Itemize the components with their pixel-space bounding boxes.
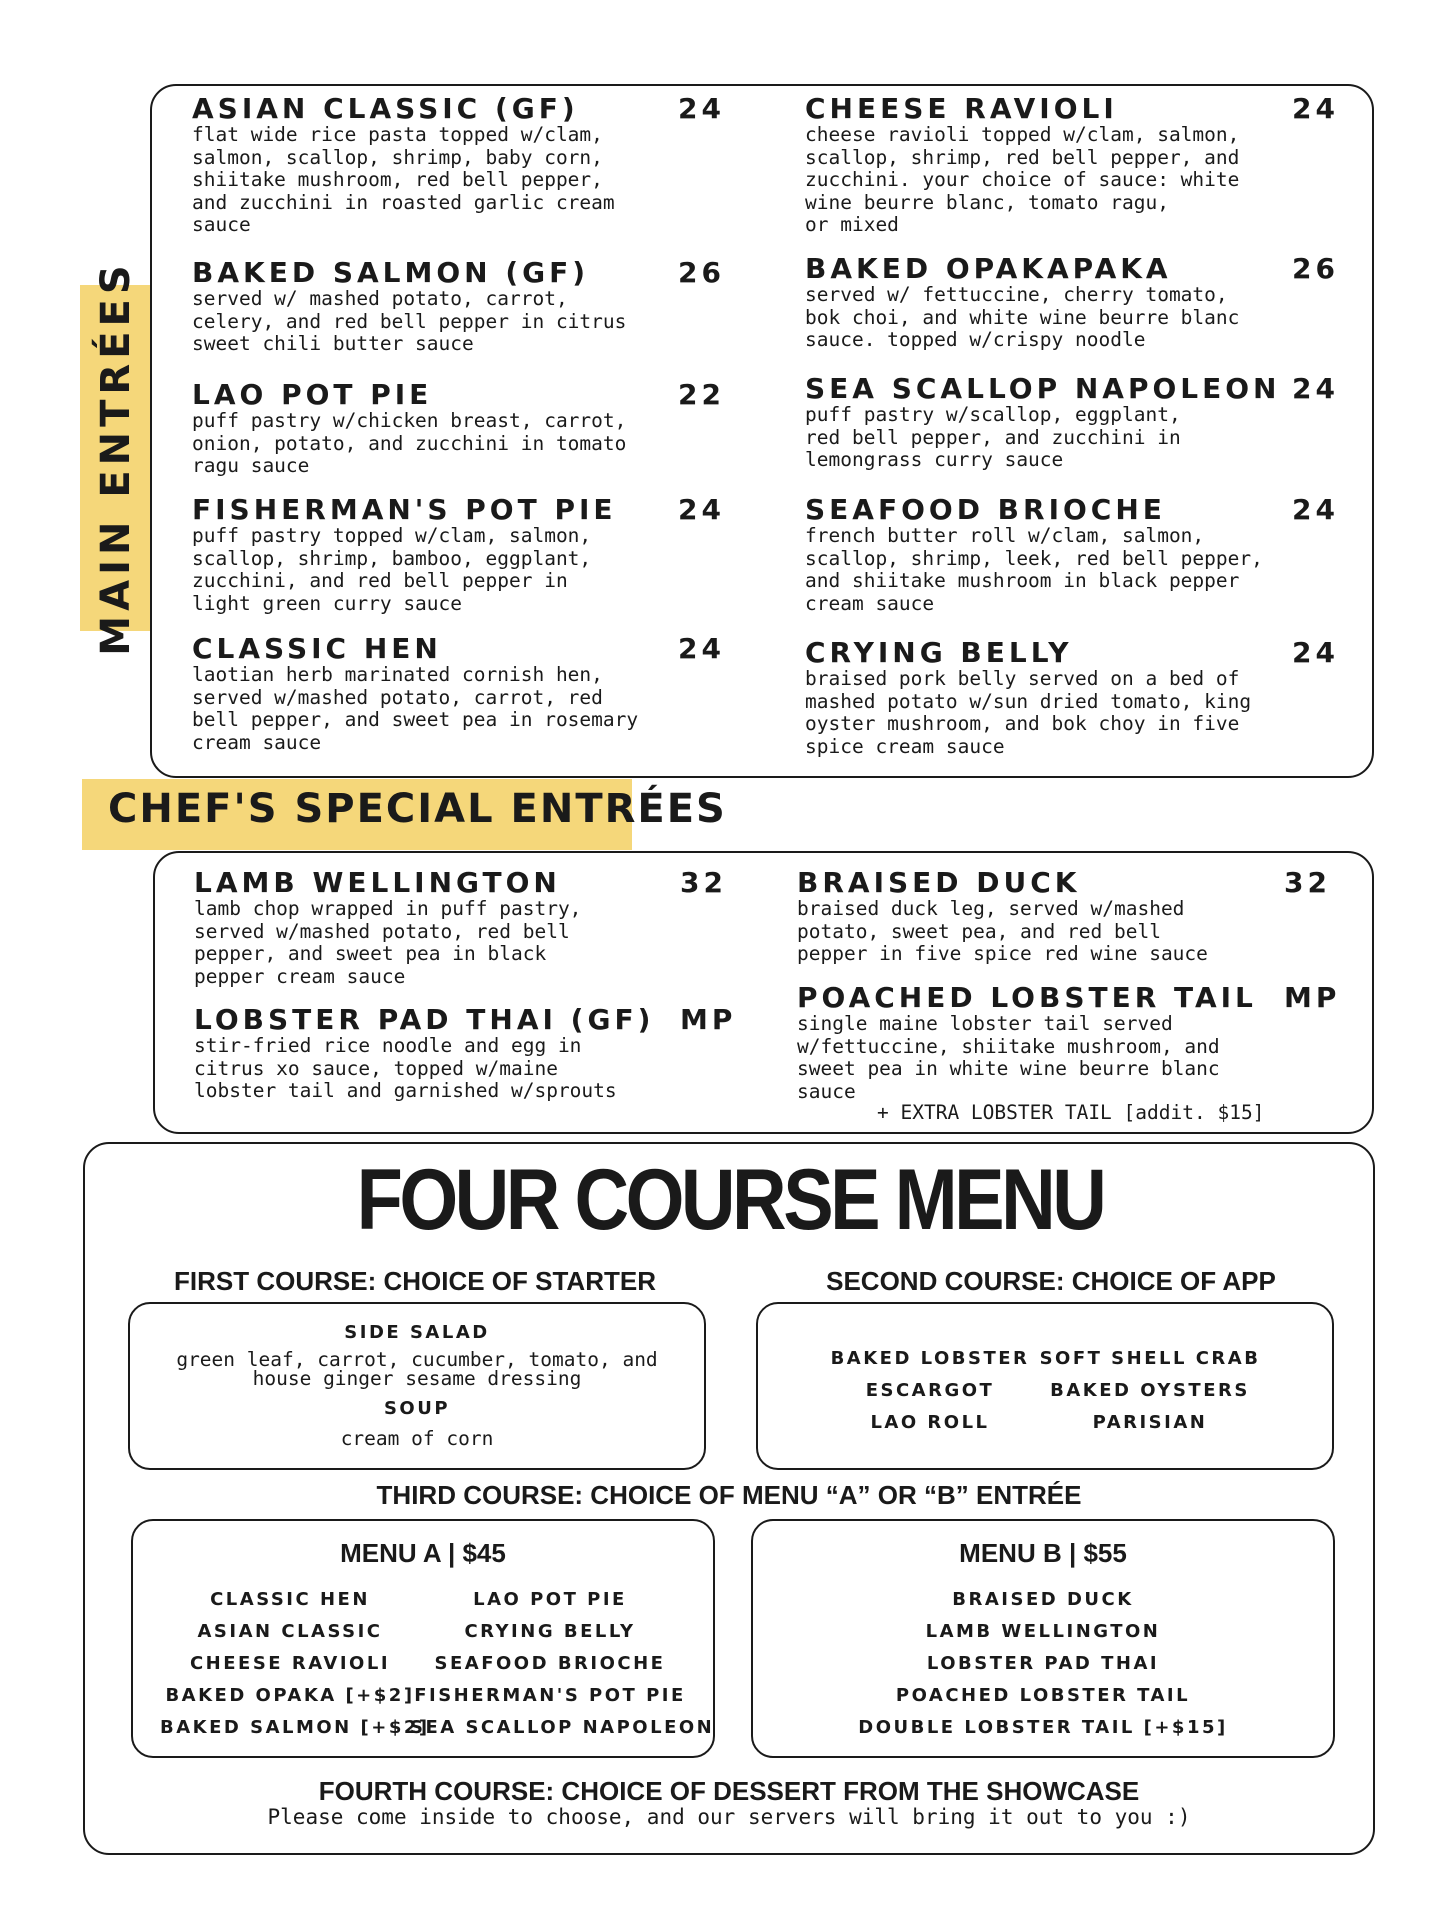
item-price: 32 bbox=[1284, 866, 1331, 899]
menu-a-item: ASIAN CLASSIC bbox=[197, 1621, 383, 1642]
second-course-heading: SECOND COURSE: CHOICE OF APP bbox=[826, 1266, 1276, 1296]
item-price: 26 bbox=[1292, 252, 1339, 285]
menu-a-col-1 bbox=[160, 1584, 430, 1744]
menu-item bbox=[797, 981, 1341, 1103]
menu-item bbox=[192, 632, 725, 754]
item-price: 24 bbox=[678, 92, 725, 125]
item-description: flat wide rice pasta topped w/clam, salmon, scallop, shrimp, baby corn, shiitake mushroom, red bell pepper, and zucchini in roasted garlic cream sauce bbox=[192, 123, 615, 236]
extra-lobster-note: + EXTRA LOBSTER TAIL [addit. $15] bbox=[877, 1101, 1265, 1124]
side-salad-description: green leaf, carrot, cucumber, tomato, and house ginger sesame dressing bbox=[176, 1348, 658, 1390]
four-course-title: FOUR COURSE MENU bbox=[356, 1152, 1104, 1248]
menu-item bbox=[194, 1003, 737, 1103]
menu-item bbox=[192, 256, 725, 356]
menu-a-item: SEA SCALLOP NAPOLEON bbox=[410, 1717, 715, 1738]
item-price: 32 bbox=[680, 866, 727, 899]
menu-a-item: LAO POT PIE bbox=[473, 1589, 627, 1610]
third-course-heading: THIRD COURSE: CHOICE OF MENU “A” OR “B” ENTRÉE bbox=[376, 1480, 1082, 1510]
second-course-col-1 bbox=[820, 1343, 1040, 1439]
app-item: SOFT SHELL CRAB bbox=[1039, 1348, 1261, 1369]
item-price: 24 bbox=[678, 493, 725, 526]
main-entrees-label: MAIN ENTRÉES bbox=[93, 260, 139, 656]
menu-a-item: CHEESE RAVIOLI bbox=[189, 1653, 391, 1674]
menu-b-item: POACHED LOBSTER TAIL bbox=[895, 1685, 1191, 1706]
item-description: puff pastry topped w/clam, salmon, scallop, shrimp, bamboo, eggplant, zucchini, and red bell pepper in light green curry sauce bbox=[192, 524, 592, 615]
chef-special-label: CHEF'S SPECIAL ENTRÉES bbox=[108, 786, 727, 832]
side-salad-name: SIDE SALAD bbox=[344, 1322, 490, 1343]
app-item: BAKED LOBSTER bbox=[830, 1348, 1030, 1369]
item-description: single maine lobster tail served w/fettuccine, shiitake mushroom, and sweet pea in white wine beurre blanc sauce bbox=[797, 1012, 1220, 1103]
item-description: lamb chop wrapped in puff pastry, served w/mashed potato, red bell pepper, and sweet pea in black pepper cream sauce bbox=[194, 897, 582, 988]
item-description: french butter roll w/clam, salmon, scallop, shrimp, leek, red bell pepper, and shiitake mushroom in black pepper cream sauce bbox=[805, 524, 1263, 615]
menu-item bbox=[805, 92, 1339, 237]
menu-a-item: BAKED SALMON [+$2] bbox=[160, 1717, 430, 1738]
item-name: BAKED OPAKAPAKA bbox=[805, 252, 1172, 285]
app-item: ESCARGOT bbox=[865, 1380, 995, 1401]
item-description: puff pastry w/chicken breast, carrot, onion, potato, and zucchini in tomato ragu sauce bbox=[192, 409, 627, 477]
item-price: 24 bbox=[1292, 493, 1339, 526]
menu-item bbox=[797, 866, 1331, 966]
item-name: BRAISED DUCK bbox=[797, 866, 1081, 899]
menu-item bbox=[805, 636, 1339, 758]
item-price: 24 bbox=[1292, 636, 1339, 669]
app-item: BAKED OYSTERS bbox=[1050, 1380, 1250, 1401]
item-name: SEA SCALLOP NAPOLEON bbox=[805, 372, 1281, 405]
menu-item bbox=[194, 866, 727, 988]
menu-b-col bbox=[751, 1584, 1335, 1744]
app-item: LAO ROLL bbox=[870, 1412, 990, 1433]
fourth-course-heading: FOURTH COURSE: CHOICE OF DESSERT FROM THE SHOWCASE bbox=[318, 1776, 1140, 1806]
item-name: CLASSIC HEN bbox=[192, 632, 442, 665]
item-description: braised duck leg, served w/mashed potato, sweet pea, and red bell pepper in five spice red wine sauce bbox=[797, 897, 1208, 965]
item-price: 26 bbox=[678, 256, 725, 289]
soup-description: cream of corn bbox=[340, 1427, 494, 1450]
item-price: 24 bbox=[678, 632, 725, 665]
second-course-col-2 bbox=[1030, 1343, 1270, 1439]
menu-item bbox=[192, 378, 725, 478]
menu-item bbox=[805, 493, 1339, 615]
item-name: BAKED SALMON (GF) bbox=[192, 256, 590, 289]
menu-item bbox=[192, 493, 725, 615]
menu-b-title: MENU B | $55 bbox=[959, 1538, 1127, 1568]
menu-b-item: BRAISED DUCK bbox=[952, 1589, 1134, 1610]
item-description: puff pastry w/scallop, eggplant, red bell pepper, and zucchini in lemongrass curry sauce bbox=[805, 403, 1181, 471]
menu-b-item: LOBSTER PAD THAI bbox=[926, 1653, 1160, 1674]
item-name: FISHERMAN'S POT PIE bbox=[192, 493, 617, 526]
menu-item bbox=[805, 252, 1339, 352]
menu-b-item: LAMB WELLINGTON bbox=[925, 1621, 1161, 1642]
menu-a-title: MENU A | $45 bbox=[340, 1538, 506, 1568]
menu-a-item: BAKED OPAKA [+$2] bbox=[165, 1685, 415, 1706]
soup-name: SOUP bbox=[383, 1398, 451, 1419]
menu-a-item: CRYING BELLY bbox=[464, 1621, 636, 1642]
fourth-course-note: Please come inside to choose, and our servers will bring it out to you :) bbox=[267, 1805, 1191, 1829]
item-name: POACHED LOBSTER TAIL bbox=[797, 981, 1257, 1014]
item-price: 24 bbox=[1292, 92, 1339, 125]
item-description: braised pork belly served on a bed of mashed potato w/sun dried tomato, king oyster mushroom, and bok choy in five spice cream sauce bbox=[805, 667, 1252, 758]
item-name: LAO POT PIE bbox=[192, 378, 433, 411]
menu-b-item: DOUBLE LOBSTER TAIL [+$15] bbox=[858, 1717, 1228, 1738]
item-name: ASIAN CLASSIC (GF) bbox=[192, 92, 579, 125]
item-description: stir-fried rice noodle and egg in citrus xo sauce, topped w/maine lobster tail and garnished w/sprouts bbox=[194, 1034, 617, 1102]
first-course-heading: FIRST COURSE: CHOICE OF STARTER bbox=[174, 1266, 656, 1296]
menu-a-item: FISHERMAN'S POT PIE bbox=[414, 1685, 686, 1706]
item-description: served w/ fettuccine, cherry tomato, bok choi, and white wine beurre blanc sauce. topped w/crispy noodle bbox=[805, 283, 1240, 351]
app-item: PARISIAN bbox=[1092, 1412, 1208, 1433]
menu-item bbox=[192, 92, 725, 237]
menu-a-col-2 bbox=[410, 1584, 715, 1744]
item-name: SEAFOOD BRIOCHE bbox=[805, 493, 1166, 526]
item-price: 24 bbox=[1292, 372, 1339, 405]
item-name: LOBSTER PAD THAI (GF) bbox=[194, 1003, 655, 1036]
item-name: LAMB WELLINGTON bbox=[194, 866, 561, 899]
item-price: MP bbox=[1284, 981, 1341, 1014]
item-description: cheese ravioli topped w/clam, salmon, scallop, shrimp, red bell pepper, and zucchini. your choice of sauce: white wine beurre blanc, tomato ragu, or mixed bbox=[805, 123, 1240, 236]
menu-a-item: SEAFOOD BRIOCHE bbox=[434, 1653, 666, 1674]
item-name: CHEESE RAVIOLI bbox=[805, 92, 1118, 125]
item-description: served w/ mashed potato, carrot, celery, and red bell pepper in citrus sweet chili butter sauce bbox=[192, 287, 627, 355]
menu-a-item: CLASSIC HEN bbox=[210, 1589, 370, 1610]
menu-item bbox=[805, 372, 1339, 472]
item-price: MP bbox=[680, 1003, 737, 1036]
item-name: CRYING BELLY bbox=[805, 636, 1073, 669]
item-description: laotian herb marinated cornish hen, served w/mashed potato, carrot, red bell pepper, and sweet pea in rosemary cream sauce bbox=[192, 663, 639, 754]
item-price: 22 bbox=[678, 378, 725, 411]
